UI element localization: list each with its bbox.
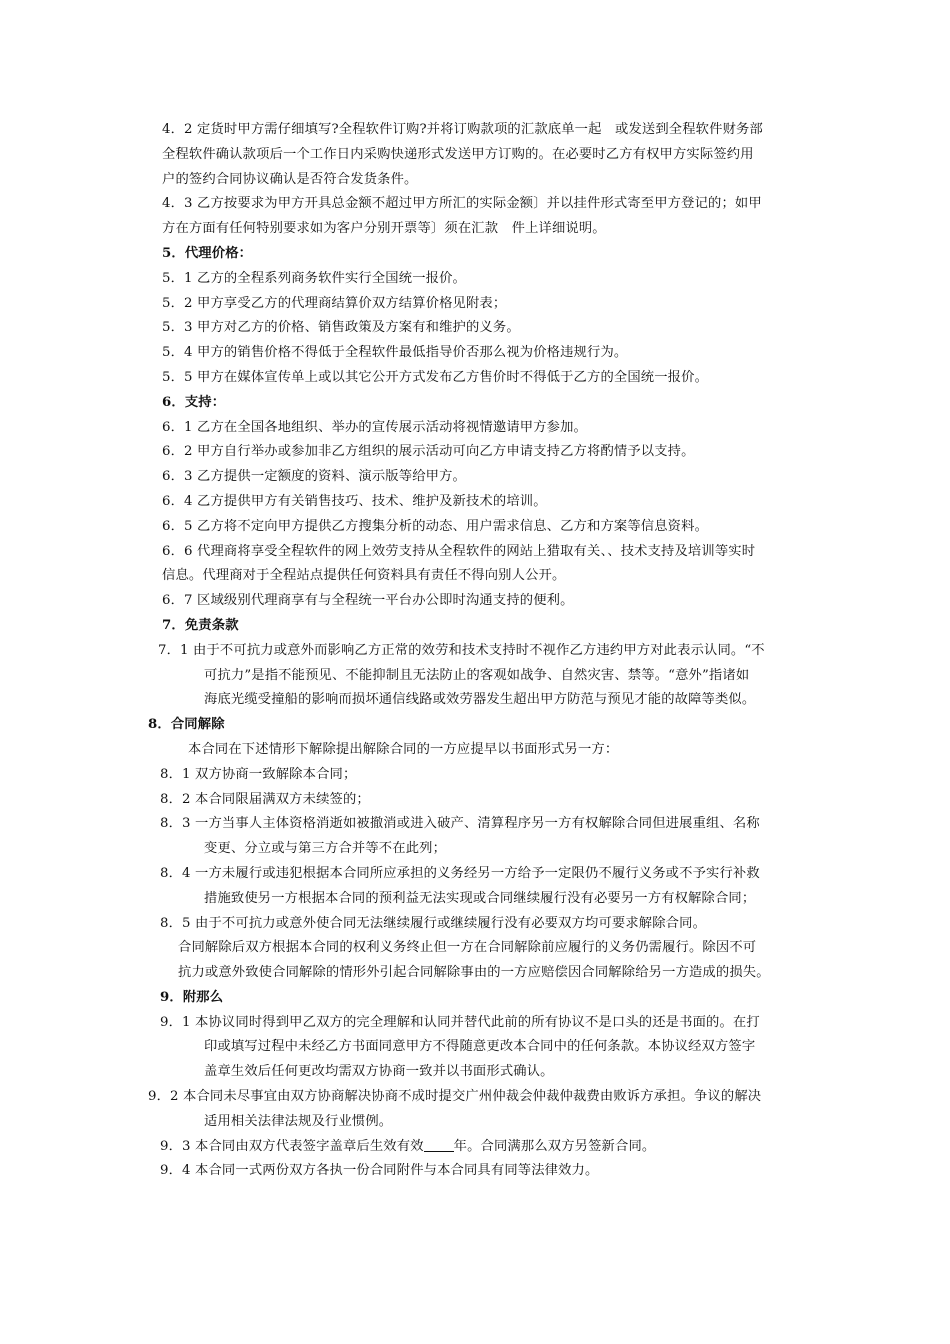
clause-7-1-line-1: 7．1 由于不可抗力或意外而影响乙方正常的效劳和技术支持时不视作乙方违约甲方对此表示认同。“不 — [158, 642, 765, 658]
clause-9-2-line-2: 适用相关法律法规及行业惯例。 — [204, 1113, 393, 1129]
section-6-heading: 6．支持： — [162, 394, 226, 410]
clause-6-7: 6．7 区域级别代理商享有与全程统一平台办公即时沟通支持的便利。 — [162, 593, 574, 609]
clause-9-3 — [0, 1135, 950, 1160]
clause-8-2: 8．2 本合同限届满双方未续签的； — [160, 791, 370, 807]
clause-5-5: 5．5 甲方在媒体宣传单上或以其它公开方式发布乙方售价时不得低于乙方的全国统一报价。 — [162, 369, 709, 385]
clause-9-4: 9．4 本合同一式两份双方各执一份合同附件与本合同具有同等法律效力。 — [160, 1163, 599, 1179]
clause-9-3-text-before: 9．3 本合同由双方代表签字盖章后生效有效 — [160, 1138, 424, 1154]
termination-note-line-1: 合同解除后双方根据本合同的权利义务终止但一方在合同解除前应履行的义务仍需履行。除因不可 — [178, 940, 757, 956]
clause-7-1-line-3: 海底光缆受撞船的影响而损坏通信线路或效劳器发生超出甲方防范与预见才能的故障等类似。 — [204, 692, 756, 708]
termination-note-line-2: 抗力或意外致使合同解除的情形外引起合同解除事由的一方应赔偿因合同解除给另一方造成的损失。 — [178, 965, 770, 981]
clause-6-2: 6．2 甲方自行举办或参加非乙方组织的展示活动可向乙方申请支持乙方将酌情予以支持。 — [162, 444, 695, 460]
section-7-heading: 7．免责条款 — [162, 617, 239, 633]
clause-8-5: 8．5 由于不可抗力或意外使合同无法继续履行或继续履行没有必要双方均可要求解除合同。 — [160, 915, 707, 931]
clause-4-3-line-2: 方在方面有任何特别要求如为客户分别开票等〕须在汇款 件上详细说明。 — [162, 221, 606, 237]
clause-8-3-line-1: 8．3 一方当事人主体资格消逝如被撤消或进入破产、清算程序另一方有权解除合同但进展重组、名称 — [160, 816, 760, 832]
clause-8-4-line-1: 8．4 一方未履行或违犯根据本合同所应承担的义务经另一方给予一定限仍不履行义务或不予实行补救 — [160, 865, 760, 881]
clause-7-1-line-2: 可抗力”是指不能预见、不能抑制且无法防止的客观如战争、自然灾害、禁等。“意外”指诸如 — [204, 667, 750, 683]
section-8-heading: 8．合同解除 — [148, 717, 225, 733]
clause-5-2: 5．2 甲方享受乙方的代理商结算价双方结算价格见附表； — [162, 295, 507, 311]
section-8-intro: 本合同在下述情形下解除提出解除合同的一方应提早以书面形式另一方： — [188, 741, 619, 757]
clause-9-1-line-3: 盖章生效后任何更改均需双方协商一致并以书面形式确认。 — [204, 1064, 554, 1080]
clause-4-2-line-2: 全程软件确认款项后一个工作日内采购快递形式发送甲方订购的。在必要时乙方有权甲方实际签约用 — [162, 146, 754, 162]
clause-9-1-line-2: 印或填写过程中未经乙方书面同意甲方不得随意更改本合同中的任何条款。本协议经双方签字 — [204, 1039, 756, 1055]
section-9-heading: 9．附那么 — [160, 989, 224, 1005]
clause-5-1: 5．1 乙方的全程系列商务软件实行全国统一报价。 — [162, 270, 466, 286]
clause-5-4: 5．4 甲方的销售价格不得低于全程软件最低指导价否那么视为价格违规行为。 — [162, 345, 628, 361]
clause-6-3: 6．3 乙方提供一定额度的资料、演示版等给甲方。 — [162, 469, 466, 485]
clause-4-2-line-3: 户的签约合同协议确认是否符合发货条件。 — [162, 171, 418, 187]
clause-4-2-line-1: 4．2 定货时甲方需仔细填写?全程软件订购?并将订购款项的汇款底单一起 或发送到全程软件财务部 — [162, 122, 763, 137]
clause-8-3-line-2: 变更、分立或与第三方合并等不在此列； — [204, 841, 447, 857]
clause-6-6-line-1: 6．6 代理商将享受全程软件的网上效劳支持从全程软件的网站上猎取有关、、技术支持及培训等实时 — [162, 543, 756, 559]
clause-6-4: 6．4 乙方提供甲方有关销售技巧、技术、维护及新技术的培训。 — [162, 493, 547, 509]
section-5-heading: 5．代理价格： — [162, 245, 253, 261]
contract-page — [0, 118, 950, 1184]
clause-6-5: 6．5 乙方将不定向甲方提供乙方搜集分析的动态、用户需求信息、乙方和方案等信息资料。 — [162, 518, 709, 534]
clause-9-2-line-1: 9．2 本合同未尽事宜由双方协商解决协商不成时提交广州仲裁会仲裁仲裁费由败诉方承担。争议的解决 — [148, 1089, 762, 1105]
clause-9-3-text-after: 年。合同满那么双方另签新合同。 — [453, 1138, 656, 1154]
validity-years-blank — [424, 1137, 454, 1152]
clause-6-6-line-2: 信息。代理商对于全程站点提供任何资料具有责任不得向别人公开。 — [162, 568, 566, 584]
clause-5-3: 5．3 甲方对乙方的价格、销售政策及方案有和维护的义务。 — [162, 320, 520, 336]
clause-6-1: 6．1 乙方在全国各地组织、举办的宣传展示活动将视情邀请甲方参加。 — [162, 419, 588, 435]
clause-9-1-line-1: 9．1 本协议同时得到甲乙双方的完全理解和认同并替代此前的所有协议不是口头的还是书面的。在打 — [160, 1014, 760, 1030]
clause-8-1: 8．1 双方协商一致解除本合同； — [160, 766, 357, 782]
clause-4-3-line-1: 4．3 乙方按要求为甲方开具总金额不超过甲方所汇的实际金额〕并以挂件形式寄至甲方登记的；如甲 — [162, 196, 762, 212]
clause-8-4-line-2: 措施致使另一方根据本合同的预利益无法实现或合同继续履行没有必要另一方有权解除合同； — [204, 890, 756, 906]
